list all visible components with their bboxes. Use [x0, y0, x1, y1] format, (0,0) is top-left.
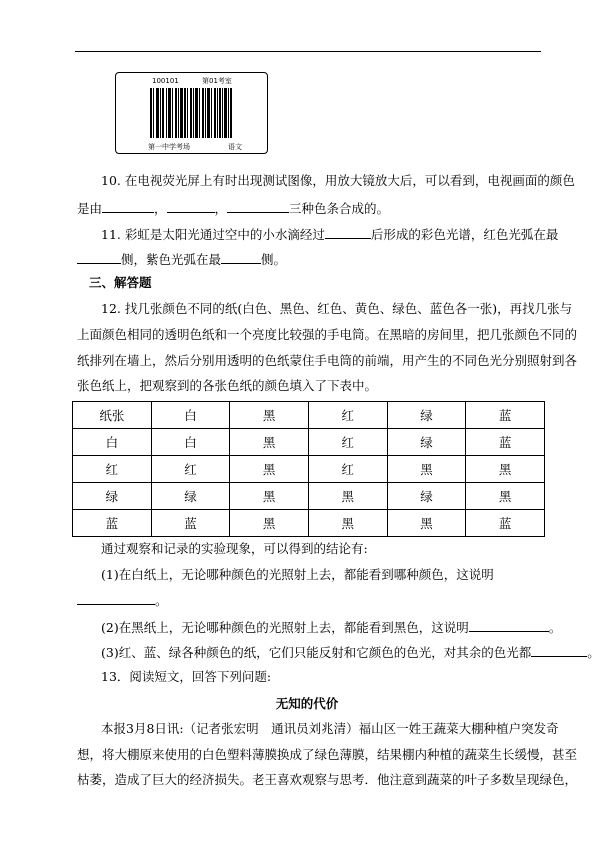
table-cell: 黑	[466, 483, 545, 510]
barcode-label	[115, 72, 268, 154]
q11-text-end: 侧。	[261, 252, 287, 267]
exam-room: 第01考室	[202, 77, 232, 85]
table-row	[73, 483, 545, 510]
c2-text: (2)在黑纸上，无论哪种颜色的光照射上去，都能看到黑色，这说明	[101, 620, 469, 635]
table-cell: 绿	[73, 483, 152, 510]
table-cell: 绿	[387, 483, 466, 510]
table-cell: 黑	[308, 510, 387, 537]
conclusion-3	[101, 643, 600, 661]
q12-line1: 12. 找几张颜色不同的纸(白色、黑色、红色、黄色、绿色、蓝色各一张)，再找几张与	[101, 301, 573, 316]
subject-name: 语文	[228, 143, 242, 151]
conclusion-1-answer	[77, 591, 168, 609]
section-heading: 三、解答题	[89, 275, 152, 290]
c3-end: 。	[587, 645, 600, 660]
article-line3: 枯萎，造成了巨大的经济损失。老王喜欢观察与思考．他注意到蔬菜的叶子多数呈现绿色，	[77, 772, 578, 787]
c1-blank[interactable]	[77, 591, 155, 605]
q10-line2	[77, 199, 389, 217]
table-header-cell: 红	[308, 402, 387, 429]
table-header-cell: 黑	[230, 402, 309, 429]
table-cell: 红	[151, 456, 230, 483]
q11-text-mid2: 侧，紫色光弧在最	[121, 252, 222, 267]
q10-blank-3[interactable]	[227, 199, 289, 213]
table-header-cell: 纸张	[73, 402, 152, 429]
conclusion-2	[101, 618, 561, 636]
table-cell: 黑	[230, 429, 309, 456]
q11-blank-1[interactable]	[325, 225, 371, 239]
table-cell: 黑	[230, 483, 309, 510]
q10-text-start: 是由	[77, 201, 103, 216]
table-cell: 黑	[230, 456, 309, 483]
conclusion-1: (1)在白纸上，无论哪种颜色的光照射上去，都能看到哪种颜色，这说明	[101, 567, 494, 582]
q10-text-end: 三种色条合成的。	[289, 201, 390, 216]
table-cell: 蓝	[151, 510, 230, 537]
c2-blank[interactable]	[469, 618, 549, 632]
table-cell: 黑	[387, 510, 466, 537]
table-cell: 蓝	[73, 510, 152, 537]
table-cell: 黑	[308, 483, 387, 510]
table-row	[73, 510, 545, 537]
q11-text-start: 11. 彩虹是太阳光通过空中的小水滴经过	[101, 227, 325, 242]
q11-blank-3[interactable]	[221, 250, 261, 264]
table-row	[73, 456, 545, 483]
q11-line2	[77, 250, 286, 268]
table-header-cell: 白	[151, 402, 230, 429]
q13-prompt: 13．阅读短文，回答下列问题:	[101, 669, 272, 684]
table-cell: 绿	[151, 483, 230, 510]
q10-blank-1[interactable]	[102, 199, 154, 213]
q11-line1	[101, 225, 558, 243]
c3-blank[interactable]	[531, 643, 587, 657]
table-cell: 蓝	[466, 510, 545, 537]
q11-blank-2[interactable]	[77, 250, 121, 264]
article-title: 无知的代价	[275, 696, 339, 711]
article-line2: 想，将大棚原来使用的白色塑料薄膜换成了绿色薄膜，结果棚内种植的蔬菜生长缓慢，甚至	[77, 747, 578, 762]
barcode-icon	[150, 88, 232, 138]
table-cell: 黑	[387, 456, 466, 483]
q12-line2: 上面颜色相同的透明色纸和一个亮度比较强的手电筒。在黑暗的房间里，把几张颜色不同的	[77, 327, 578, 342]
conclusion-intro: 通过观察和记录的实验现象，可以得到的结论有:	[101, 541, 368, 556]
table-cell: 红	[308, 429, 387, 456]
c1-end: 。	[155, 593, 168, 608]
table-cell: 白	[73, 429, 152, 456]
table-row	[73, 429, 545, 456]
table-cell: 黑	[230, 510, 309, 537]
table-cell: 红	[308, 456, 387, 483]
table-cell: 蓝	[466, 429, 545, 456]
q10-line1: 10. 在电视荧光屏上有时出现测试图像，用放大镜放大后，可以看到，电视画面的颜色	[101, 173, 575, 188]
c3-text: (3)红、蓝、绿各种颜色的纸，它们只能反射和它颜色的色光，对其余的色光都	[101, 645, 532, 660]
q12-line3: 纸排列在墙上，然后分别用透明的色纸蒙住手电筒的前端，用产生的不同色光分别照射到各	[77, 353, 578, 368]
exam-code: 100101	[152, 77, 179, 85]
table-header-cell: 绿	[387, 402, 466, 429]
table-cell: 红	[73, 456, 152, 483]
table-header-row	[73, 402, 545, 429]
q10-sep1: ，	[154, 201, 167, 216]
c2-end: 。	[548, 620, 562, 635]
table-cell: 黑	[466, 456, 545, 483]
table-cell: 白	[151, 429, 230, 456]
table-cell: 绿	[387, 429, 466, 456]
q10-blank-2[interactable]	[167, 199, 215, 213]
school-name: 第一中学考场	[148, 143, 190, 151]
header-rule	[75, 51, 541, 52]
q12-line4: 张色纸上，把观察到的各张色纸的颜色填入了下表中。	[77, 378, 378, 393]
article-line1: 本报3月8日讯:（记者张宏明 通讯员刘兆清）福山区一姓王蔬菜大棚种植户突发奇	[101, 721, 559, 736]
q11-text-mid: 后形成的彩色光谱，红色光弧在最	[370, 227, 559, 242]
table-header-cell: 蓝	[466, 402, 545, 429]
color-table	[72, 401, 545, 537]
q10-sep2: ，	[214, 201, 228, 216]
